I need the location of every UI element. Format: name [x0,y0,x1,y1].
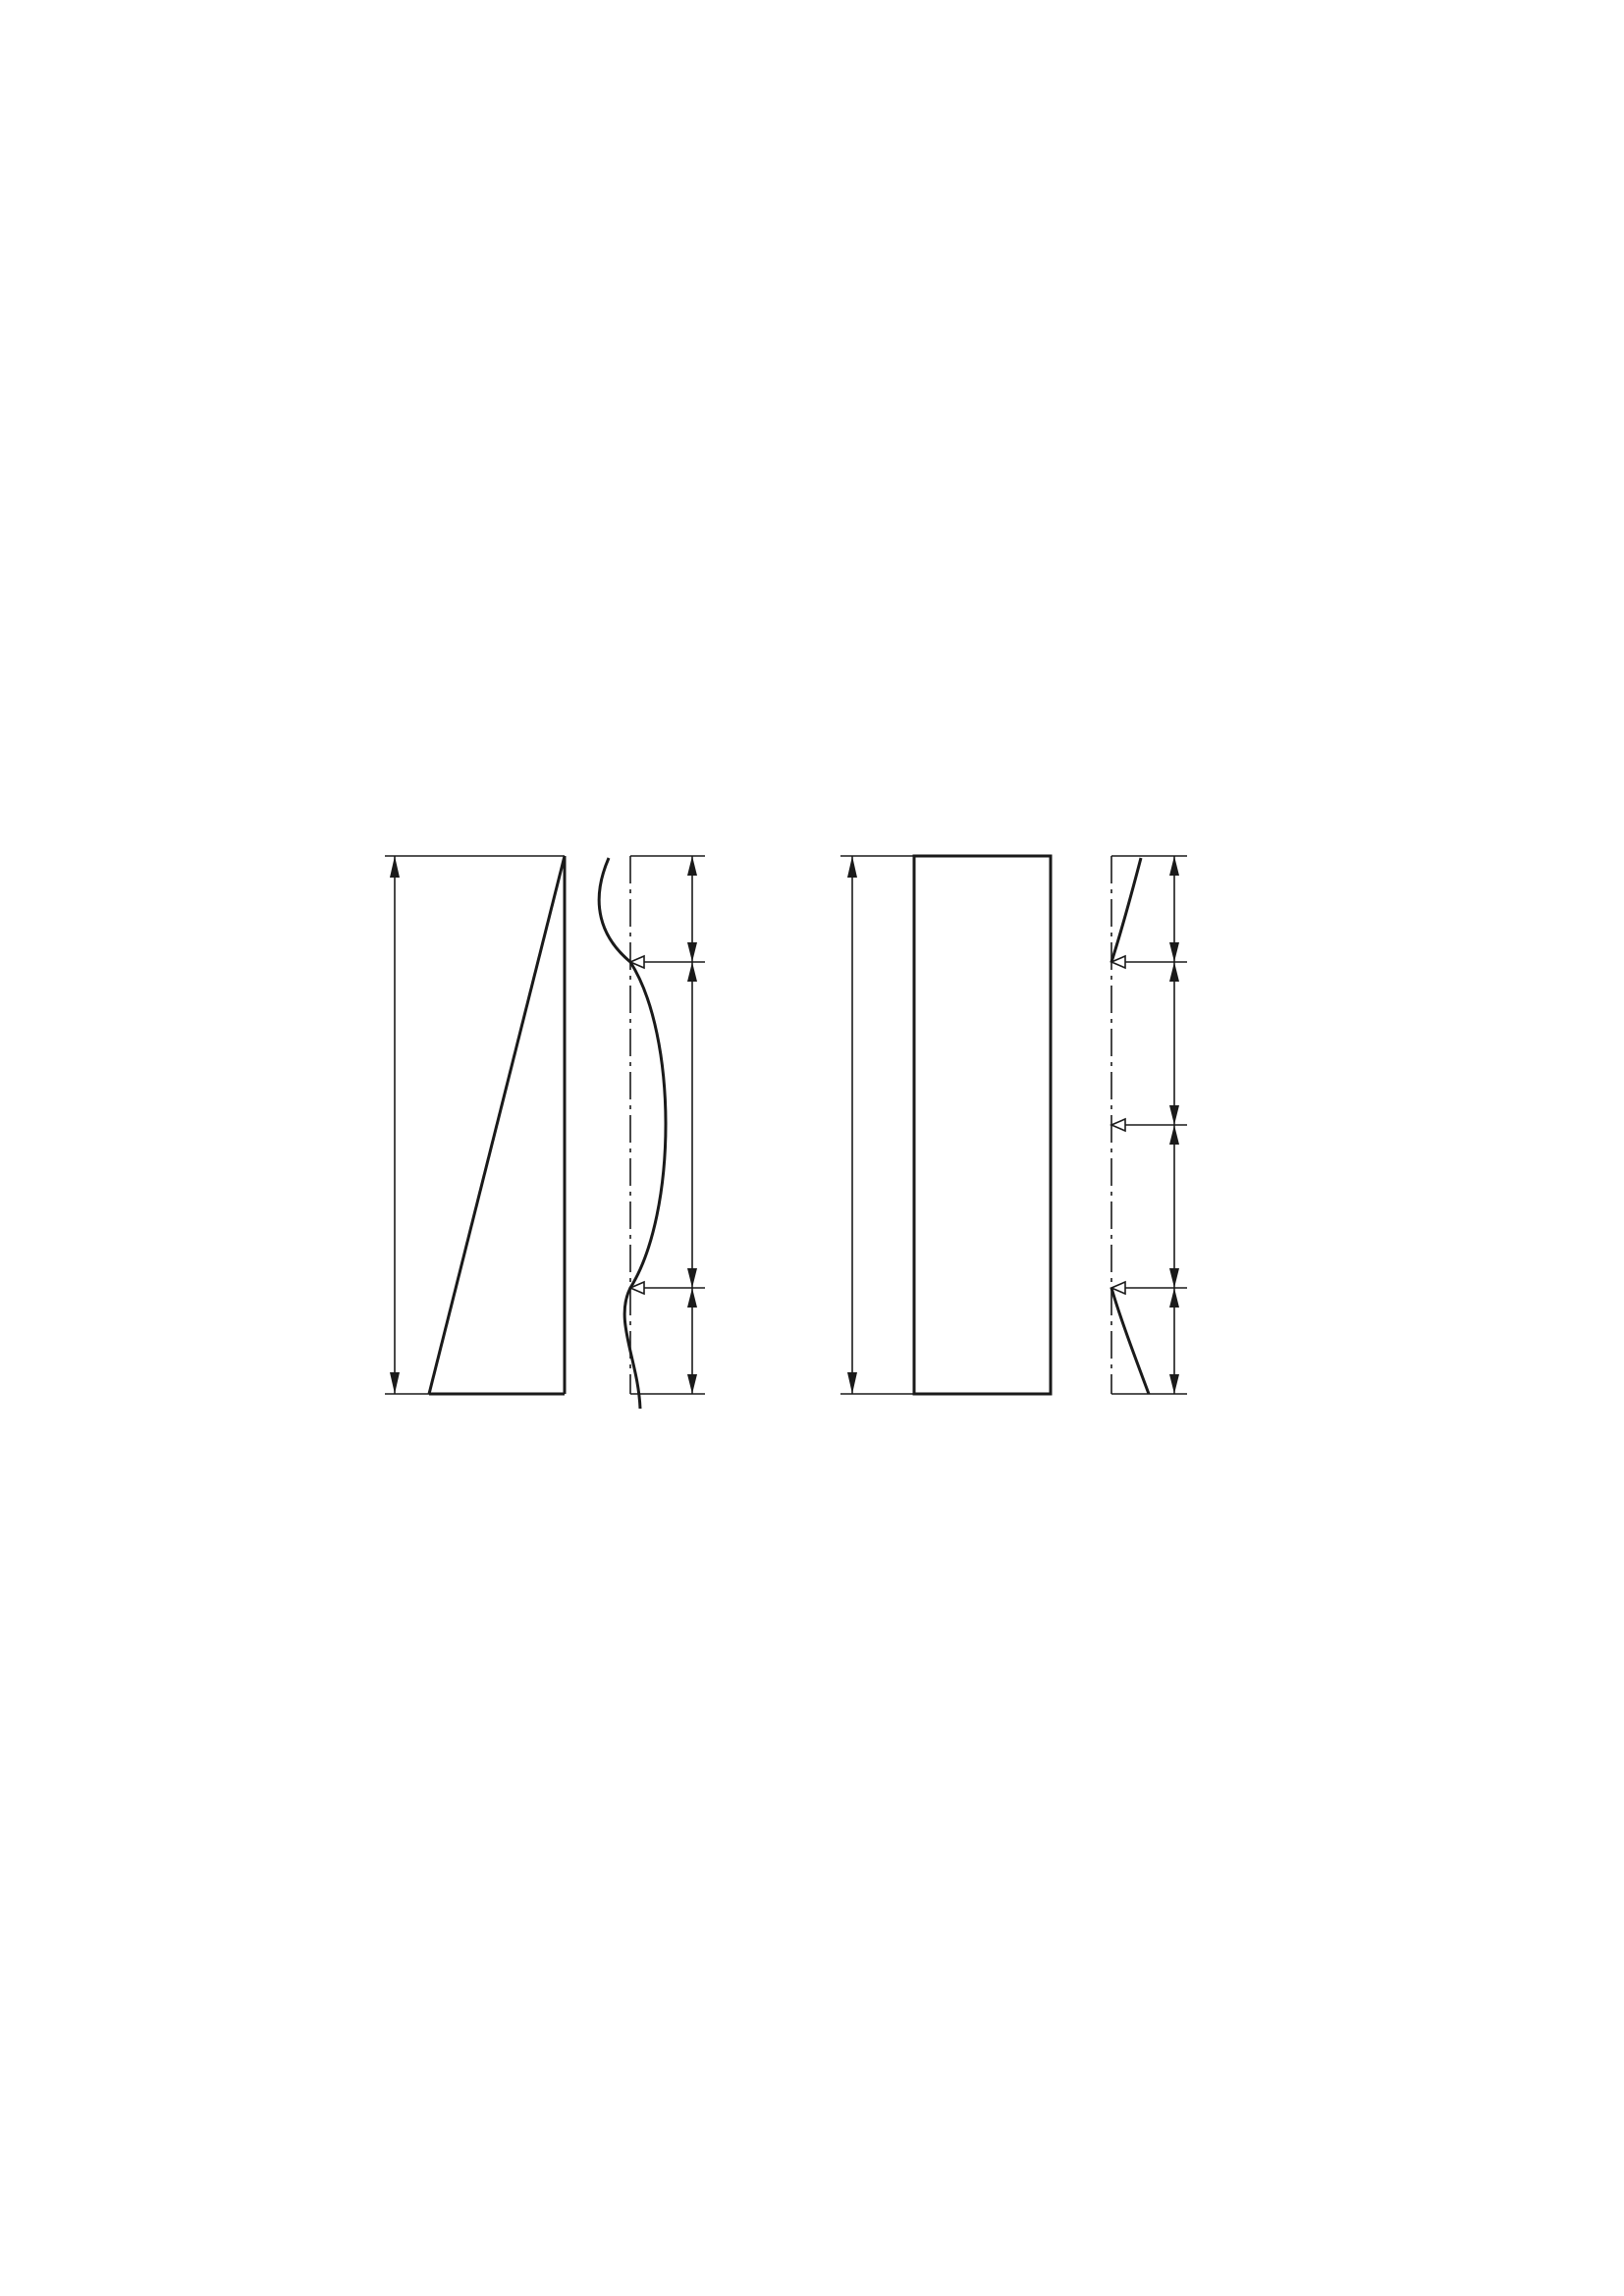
dimension-arrow [687,1288,697,1308]
dimension-arrow [1169,856,1179,876]
dimension-arrow [390,856,400,878]
triangle-load-hypotenuse [429,856,565,1394]
dimension-arrow [687,962,697,982]
dimension-arrow [1169,1105,1179,1125]
dimension-arrow [847,856,857,878]
dimension-arrow [1169,1268,1179,1288]
deflection-curve [1111,1288,1149,1394]
dimension-arrow [1169,1374,1179,1394]
dimension-arrow [1169,1288,1179,1308]
figure-2-load-diagrams [0,844,1624,1472]
dimension-arrow [1169,962,1179,982]
dimension-arrow [687,856,697,876]
dimension-arrow [687,1268,697,1288]
dimension-arrow [1169,942,1179,962]
dimension-arrow [1169,1125,1179,1145]
uniform-load-rect [914,856,1051,1394]
dimension-arrow [390,1372,400,1394]
dimension-arrow [687,1374,697,1394]
deflection-curve [1111,858,1141,962]
dimension-arrow [847,1372,857,1394]
text-block-bottom [119,1631,1449,1651]
support-marker [1111,1119,1125,1131]
deflection-curve [599,858,666,1409]
dimension-arrow [687,942,697,962]
